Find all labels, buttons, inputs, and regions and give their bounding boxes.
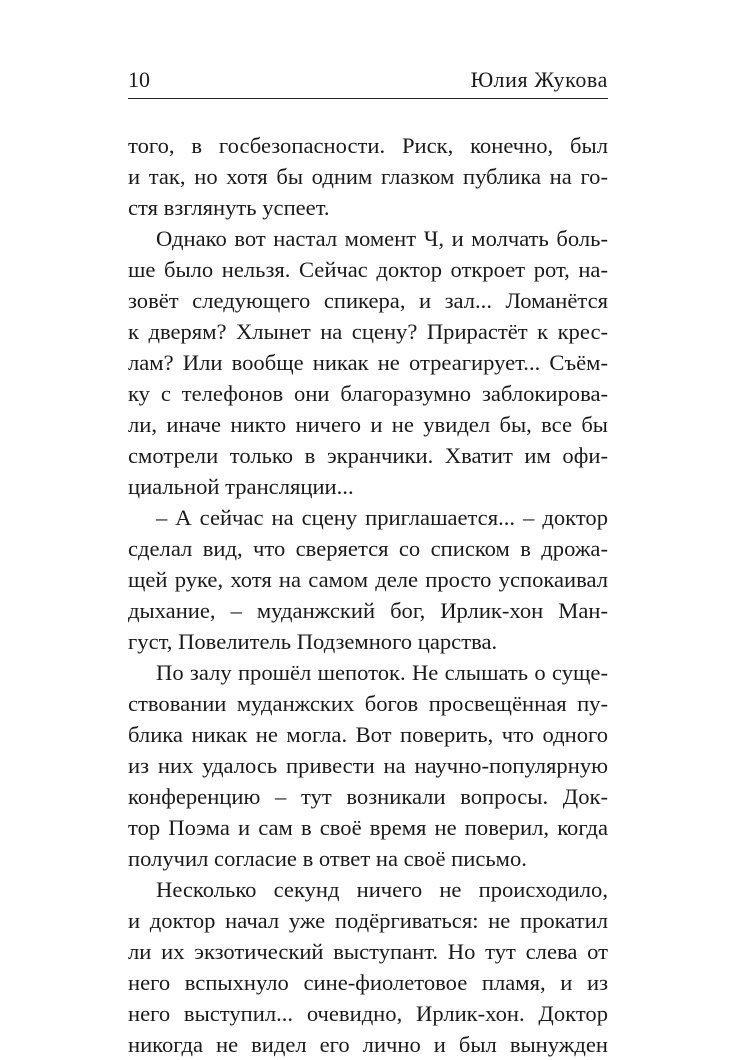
text-line: ли их экзотический выступант. Но тут слева от <box>128 939 608 964</box>
text-line: лам? Или вообще никак не отреагирует... Съём- <box>128 350 608 375</box>
text-line: сделал вид, что сверяется со списком в дрожа- <box>128 536 608 561</box>
text-line: дыхание, – муданжский бог, Ирлик-хон Ман- <box>128 598 608 623</box>
running-title-author: Юлия Жукова <box>470 67 608 92</box>
text-line: циальной трансляции... <box>128 474 354 499</box>
paragraph <box>128 130 608 223</box>
text-line: него вспыхнуло сине-фиолетовое пламя, и из <box>128 970 608 995</box>
paragraph <box>128 874 608 1060</box>
text-line: ствовании муданжских богов просвещённая пу- <box>128 691 608 716</box>
text-line: никогда не видел его лично и был вынужден <box>128 1032 608 1057</box>
text-line: конференцию – тут возникали вопросы. Док- <box>128 784 608 809</box>
text-line: блика никак не могла. Вот поверить, что одного <box>128 722 608 747</box>
paragraph <box>128 223 608 502</box>
text-line: густ, Повелитель Подземного царства. <box>128 629 498 654</box>
text-line: к дверям? Хлынет на сцену? Прирастёт к крес- <box>128 319 608 344</box>
page-number: 10 <box>128 67 150 92</box>
text-line: По залу прошёл шепоток. Не слышать о суще- <box>156 660 608 685</box>
text-line: и так, но хотя бы одним глазком публика на го- <box>128 164 608 189</box>
text-line: и доктор начал уже подёргиваться: не прокатил <box>128 908 608 933</box>
text-line: ли, иначе никто ничего и не увидел бы, все бы <box>128 412 608 437</box>
text-line: Несколько секунд ничего не происходило, <box>156 877 608 902</box>
text-line: ку с телефонов они благоразумно заблокирова- <box>128 381 608 406</box>
paragraph <box>128 657 608 874</box>
text-line: смотрели только в экранчики. Хватит им офи- <box>128 443 608 468</box>
text-line: – А сейчас на сцену приглашается... – доктор <box>156 505 608 530</box>
text-line: Однако вот настал момент Ч, и молчать боль- <box>156 226 608 251</box>
text-line: получил согласие в ответ на своё письмо. <box>128 846 527 871</box>
text-line: него выступил... очевидно, Ирлик-хон. Доктор <box>128 1001 608 1026</box>
body-text <box>128 130 608 1060</box>
running-head <box>128 62 608 98</box>
text-line: ше было нельзя. Сейчас доктор откроет рот, на- <box>128 257 608 282</box>
text-line: зовёт следующего спикера, и зал... Ломанётся <box>128 288 608 313</box>
header-rule <box>128 98 608 99</box>
paragraph <box>128 502 608 657</box>
text-line: щей руке, хотя на самом деле просто успокаивал <box>128 567 608 592</box>
text-line: тор Поэма и сам в своё время не поверил, когда <box>128 815 608 840</box>
text-line: из них удалось привести на научно-популярную <box>128 753 608 778</box>
text-line: стя взглянуть успеет. <box>128 195 330 220</box>
text-line: того, в госбезопасности. Риск, конечно, был <box>128 133 608 158</box>
